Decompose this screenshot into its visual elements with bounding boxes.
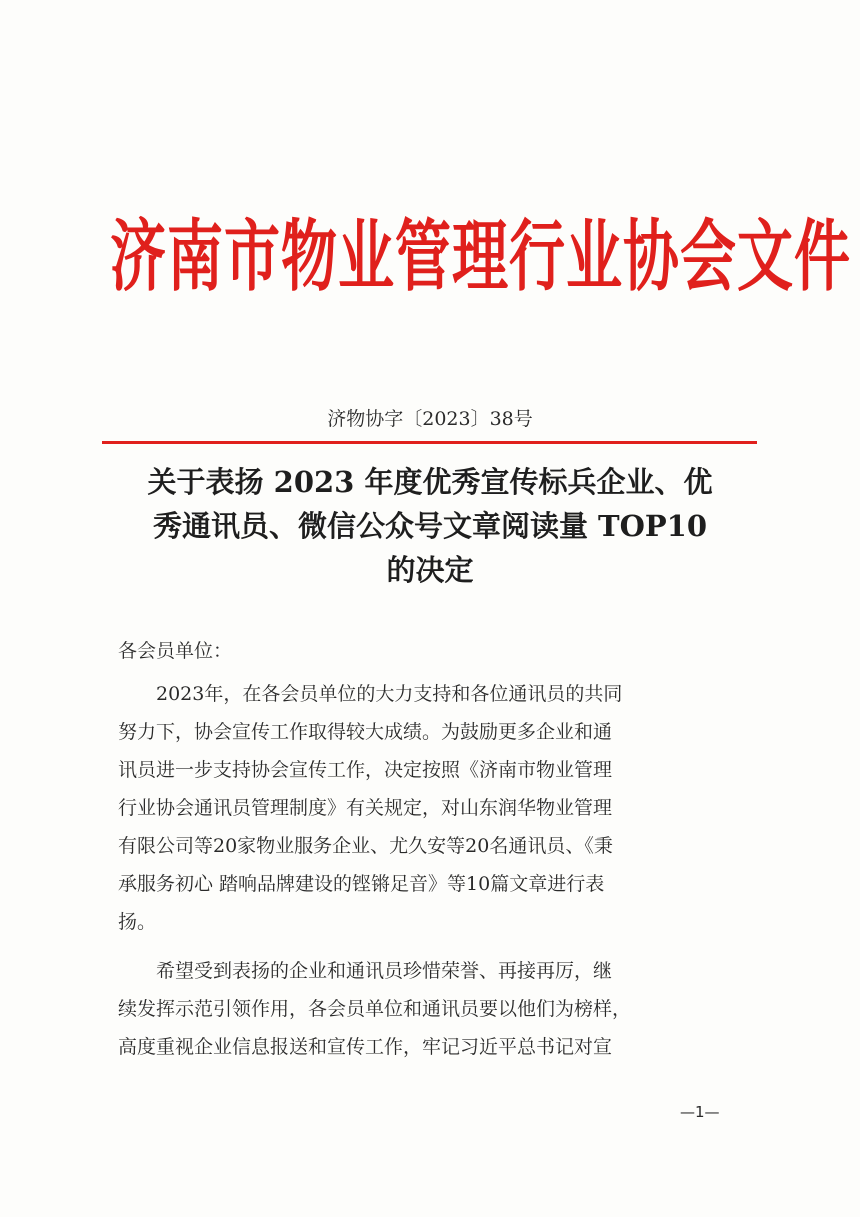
title-line: 秀通讯员、微信公众号文章阅读量 TOP10: [152, 509, 708, 543]
document-number: 济物协字〔2023〕38号: [327, 408, 533, 430]
paragraph-line: 讯员进一步支持协会宣传工作，决定按照《济南市物业管理: [118, 759, 613, 781]
paragraph-line: 有限公司等20家物业服务企业、尤久安等20名通讯员、《秉: [118, 835, 613, 857]
red-divider-line: [102, 441, 757, 444]
paragraph-line: 努力下，协会宣传工作取得较大成绩。为鼓励更多企业和通: [118, 721, 613, 743]
paragraph-line: 希望受到表扬的企业和通讯员珍惜荣誉、再接再厉，继: [156, 960, 613, 982]
page-number: —1—: [680, 1103, 720, 1121]
title-line: 关于表扬 2023 年度优秀宣传标兵企业、优: [147, 465, 713, 499]
document-title: [100, 460, 760, 592]
paragraph-line: 续发挥示范引领作用，各会员单位和通讯员要以他们为榜样，: [118, 998, 632, 1020]
title-line: 的决定: [386, 553, 474, 587]
paragraph-2: [118, 952, 744, 1066]
salutation: 各会员单位：: [118, 640, 233, 662]
paragraph-line: 2023年，在各会员单位的大力支持和各位通讯员的共同: [156, 683, 623, 705]
paragraph-line: 行业协会通讯员管理制度》有关规定，对山东润华物业管理: [118, 797, 613, 819]
paragraph-line: 扬。: [118, 911, 157, 933]
paragraph-1: [118, 675, 744, 941]
paragraph-line: 高度重视企业信息报送和宣传工作，牢记习近平总书记对宣: [118, 1036, 613, 1058]
paragraph-line: 承服务初心 踏响品牌建设的铿锵足音》等10篇文章进行表: [118, 873, 605, 895]
document-header-title: 济南市物业管理行业协会文件: [110, 212, 851, 303]
